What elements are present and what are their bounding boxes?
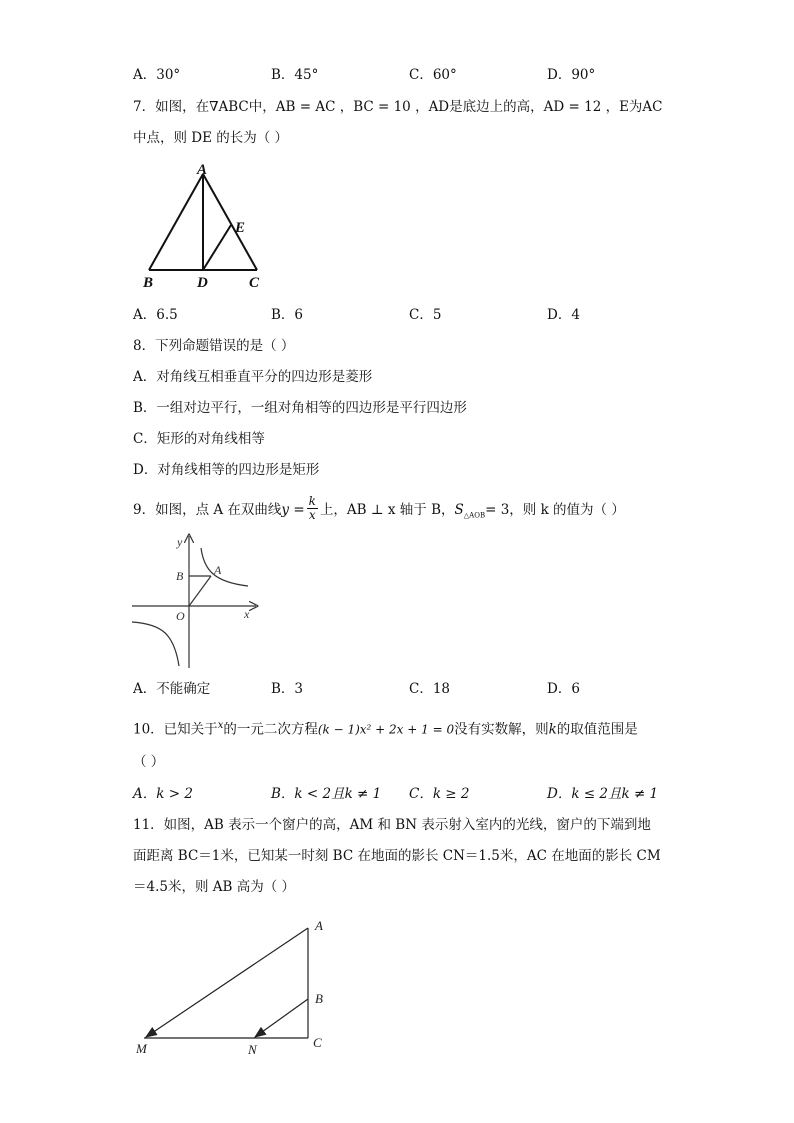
q11-label-c: C <box>313 1035 322 1050</box>
q8-option-a: A．对角线互相垂直平分的四边形是菱形 <box>133 369 373 385</box>
q7-side-ab <box>149 174 203 270</box>
q9-hyperbola-branch-2 <box>132 622 179 666</box>
q7-stem-line1: 7．如图，在∇ABC中，AB = AC ，BC = 10 ，AD是底边上的高，AD = 12 ，E为AC <box>133 99 663 115</box>
q9-y-eq: y = <box>281 502 305 518</box>
q11-stem-line2: 面距离 BC＝1米，已知某一时刻 BC 在地面的影长 CN＝1.5米，AC 在地面的影长 CM <box>133 848 661 864</box>
q7-label-a: A <box>197 162 208 178</box>
q10-blank: （ ） <box>133 754 165 770</box>
q9-label-o: O <box>176 609 185 623</box>
q10-stem <box>133 716 638 740</box>
q11-stem-line1: 11．如图，AB 表示一个窗户的高，AM 和 BN 表示射入室内的光线，窗户的下端到地 <box>133 817 651 833</box>
q8-option-b: B．一组对边平行，一组对角相等的四边形是平行四边形 <box>133 400 467 416</box>
q8-option-c: C．矩形的对角线相等 <box>133 431 265 447</box>
q9-stem <box>133 494 625 526</box>
q10-part2: 的一元二次方程 <box>223 721 318 738</box>
q6-option-b: B．45° <box>271 67 319 83</box>
q9-label-x: x <box>244 607 250 621</box>
q11-light-figure <box>130 912 340 1062</box>
q9-option-c: C．18 <box>409 681 451 697</box>
q9-stem-part2: 上，AB ⊥ x 轴于 B， <box>319 502 455 518</box>
q10-option-c: C．k ≥ 2 <box>409 786 470 802</box>
q9-frac-denominator: x <box>308 508 316 522</box>
q10-part4: 的取值范围是 <box>556 721 638 738</box>
q7-option-a: A．6.5 <box>133 307 178 323</box>
q7-label-b: B <box>143 275 154 291</box>
q10-part1: 10．已知关于 <box>133 721 218 738</box>
q10-part3: 没有实数解，则 <box>454 721 549 738</box>
q6-option-c: C．60° <box>409 67 457 83</box>
q11-ray-am <box>146 928 308 1037</box>
q9-s-label: S <box>454 502 464 518</box>
q11-stem-line3: ＝4.5米，则 AB 高为（ ） <box>133 879 296 895</box>
q10-var-k: k <box>548 721 557 738</box>
q11-ray-bn <box>255 999 308 1037</box>
q8-option-d: D．对角线相等的四边形是矩形 <box>133 462 320 478</box>
q10-option-a: A．k > 2 <box>133 786 193 802</box>
q7-triangle-figure <box>135 160 275 295</box>
q9-stem-part1: 9．如图，点 A 在双曲线 <box>133 502 282 518</box>
q9-hyperbola-figure <box>128 530 268 672</box>
q7-option-b: B．6 <box>271 307 304 323</box>
q9-frac-numerator: k <box>308 494 316 508</box>
q9-fraction <box>307 495 318 522</box>
q9-option-a: A．不能确定 <box>133 681 211 697</box>
q6-option-d: D．90° <box>547 67 596 83</box>
q11-label-n: N <box>248 1042 257 1057</box>
q11-label-m: M <box>136 1041 147 1056</box>
q7-option-d: D．4 <box>547 307 580 323</box>
q7-option-c: C．5 <box>409 307 442 323</box>
q10-equation: (k − 1)x² + 2x + 1 = 0 <box>317 722 455 737</box>
q10-var-x: x <box>217 720 224 731</box>
q7-label-c: C <box>249 275 260 291</box>
q10-option-b: B．k < 2且k ≠ 1 <box>271 786 382 802</box>
q7-label-e: E <box>235 220 246 236</box>
q9-label-a: A <box>214 563 222 577</box>
q9-label-b: B <box>176 569 184 583</box>
q9-s-subscript: △AOB <box>463 511 486 520</box>
q8-stem: 8．下列命题错误的是（ ） <box>133 338 295 354</box>
q11-label-a: A <box>315 918 323 933</box>
q7-stem-line2: 中点，则 DE 的长为（ ） <box>133 130 289 146</box>
q11-label-b: B <box>315 991 323 1006</box>
q9-option-b: B．3 <box>271 681 304 697</box>
q7-label-d: D <box>197 275 208 291</box>
q9-option-d: D．6 <box>547 681 580 697</box>
q9-stem-part3: = 3，则 k 的值为（ ） <box>485 502 625 518</box>
q9-label-y: y <box>177 535 183 549</box>
q10-option-d: D．k ≤ 2且k ≠ 1 <box>547 786 659 802</box>
q9-segment-oa <box>189 576 211 606</box>
q6-option-a: A．30° <box>133 67 181 83</box>
q7-segment-de <box>203 225 231 270</box>
